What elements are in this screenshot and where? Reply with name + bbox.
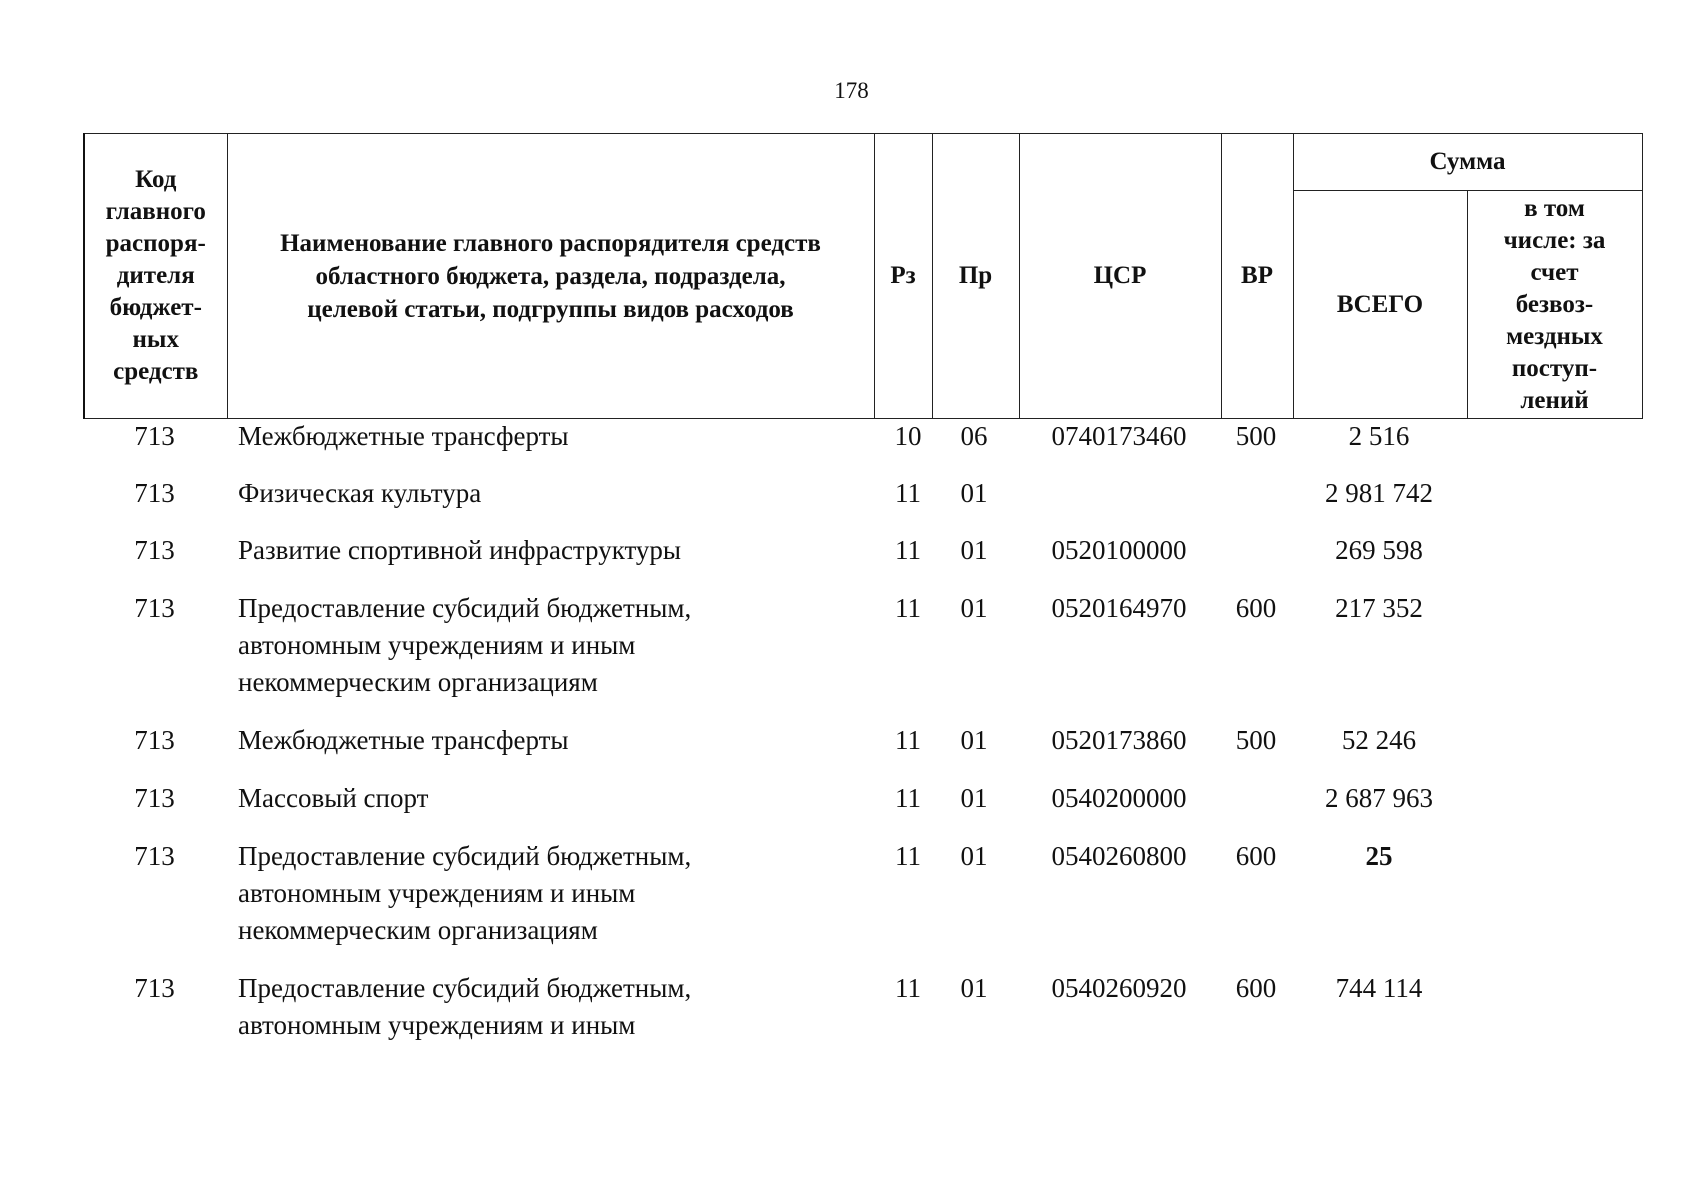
- cell-csr: 0520164970: [1051, 593, 1187, 623]
- cell-name-line: Предоставление субсидий бюджетным,: [238, 593, 692, 623]
- cell-name: [238, 838, 878, 949]
- cell-csr: 0520173860: [1051, 725, 1187, 755]
- cell-rz: 11: [895, 535, 921, 565]
- cell-pr: 01: [960, 841, 988, 871]
- header-vr: ВР: [1221, 134, 1293, 419]
- header-kod: [84, 134, 227, 419]
- cell-name-line: Предоставление субсидий бюджетным,: [238, 973, 692, 1003]
- header-kod-line: распоря-: [105, 230, 206, 257]
- cell-name: [238, 475, 878, 512]
- cell-csr: 0540260800: [1051, 841, 1187, 871]
- header-free-line: поступ-: [1511, 354, 1598, 382]
- header-free-line: лений: [1520, 386, 1589, 414]
- header-pr: Пр: [932, 134, 1019, 419]
- cell-name-line: автономным учреждениям и иным: [238, 1010, 636, 1040]
- cell-csr: 0540200000: [1051, 783, 1187, 813]
- cell-pr: 01: [960, 725, 988, 755]
- cell-csr: 0540260920: [1051, 973, 1187, 1003]
- header-total: ВСЕГО: [1293, 191, 1467, 419]
- table-header: [83, 133, 1643, 419]
- cell-name: [238, 780, 878, 817]
- cell-name: [238, 532, 878, 569]
- cell-kod: 713: [134, 593, 175, 623]
- cell-name-line: некоммерческим организациям: [238, 667, 598, 697]
- cell-kod: 713: [134, 973, 175, 1003]
- header-kod-line: главного: [105, 198, 206, 225]
- cell-name-line: автономным учреждениям и иным: [238, 630, 636, 660]
- cell-rz: 11: [895, 593, 921, 623]
- cell-name-line: Предоставление субсидий бюджетным,: [238, 841, 692, 871]
- cell-rz: 11: [895, 725, 921, 755]
- cell-total: 269 598: [1335, 535, 1423, 565]
- header-free-line: безвоз-: [1515, 290, 1594, 318]
- cell-name-line: Массовый спорт: [238, 783, 429, 813]
- cell-kod: 713: [134, 725, 175, 755]
- header-name-line: целевой статьи, подгруппы видов расходов: [307, 295, 794, 323]
- cell-name-line: Межбюджетные трансферты: [238, 421, 569, 451]
- cell-name: [238, 970, 878, 1044]
- cell-name-line: некоммерческим организациям: [238, 915, 598, 945]
- header-name: [227, 134, 874, 419]
- cell-pr: 01: [960, 535, 988, 565]
- header-free-line: мездных: [1506, 322, 1603, 350]
- cell-name-line: автономным учреждениям и иным: [238, 878, 636, 908]
- cell-rz: 11: [895, 478, 921, 508]
- cell-rz: 11: [895, 973, 921, 1003]
- header-sum: Сумма: [1293, 134, 1642, 191]
- cell-pr: 01: [960, 478, 988, 508]
- cell-pr: 01: [960, 783, 988, 813]
- header-kod-line: Код: [135, 166, 177, 193]
- cell-vr: 500: [1235, 725, 1277, 755]
- header-kod-line: дителя: [116, 262, 195, 289]
- cell-rz: 11: [895, 783, 921, 813]
- cell-name: [238, 590, 878, 701]
- cell-vr: 600: [1235, 841, 1277, 871]
- cell-kod: 713: [134, 841, 175, 871]
- header-kod-line: ных: [132, 326, 179, 353]
- header-free-line: в том: [1524, 194, 1585, 222]
- cell-total: 217 352: [1335, 593, 1423, 623]
- cell-vr: 600: [1235, 973, 1277, 1003]
- header-kod-line: средств: [113, 358, 199, 385]
- cell-total: 2 516: [1348, 421, 1410, 451]
- cell-pr: 01: [960, 593, 988, 623]
- cell-kod: 713: [134, 535, 175, 565]
- header-csr: ЦСР: [1019, 134, 1221, 419]
- cell-name-line: Развитие спортивной инфраструктуры: [238, 535, 682, 565]
- cell-pr: 01: [960, 973, 988, 1003]
- cell-kod: 713: [134, 421, 175, 451]
- cell-total: 2 981 742: [1325, 478, 1433, 508]
- header-free-line: счет: [1530, 258, 1579, 286]
- cell-name-line: Физическая культура: [238, 478, 482, 508]
- cell-total: 52 246: [1341, 725, 1417, 755]
- cell-rz: 10: [894, 421, 922, 451]
- header-free-line: числе: за: [1503, 226, 1606, 254]
- cell-kod: 713: [134, 783, 175, 813]
- cell-vr: 500: [1235, 421, 1277, 451]
- header-free: [1467, 191, 1642, 419]
- cell-kod: 713: [134, 478, 175, 508]
- cell-rz: 11: [895, 841, 921, 871]
- cell-pr: 06: [960, 421, 988, 451]
- cell-total: 25: [1365, 841, 1393, 871]
- header-name-line: областного бюджета, раздела, подраздела,: [315, 262, 786, 290]
- cell-vr: 600: [1235, 593, 1277, 623]
- cell-csr: 0740173460: [1051, 421, 1187, 451]
- cell-name: [238, 722, 878, 759]
- cell-name: [238, 418, 878, 455]
- page-number: 178: [834, 78, 869, 103]
- cell-name-line: Межбюджетные трансферты: [238, 725, 569, 755]
- cell-total: 2 687 963: [1325, 783, 1433, 813]
- cell-total: 744 114: [1335, 973, 1423, 1003]
- header-rz: Рз: [874, 134, 932, 419]
- header-name-line: Наименование главного распорядителя средств: [280, 229, 821, 257]
- header-kod-line: бюджет-: [109, 294, 202, 321]
- cell-csr: 0520100000: [1051, 535, 1187, 565]
